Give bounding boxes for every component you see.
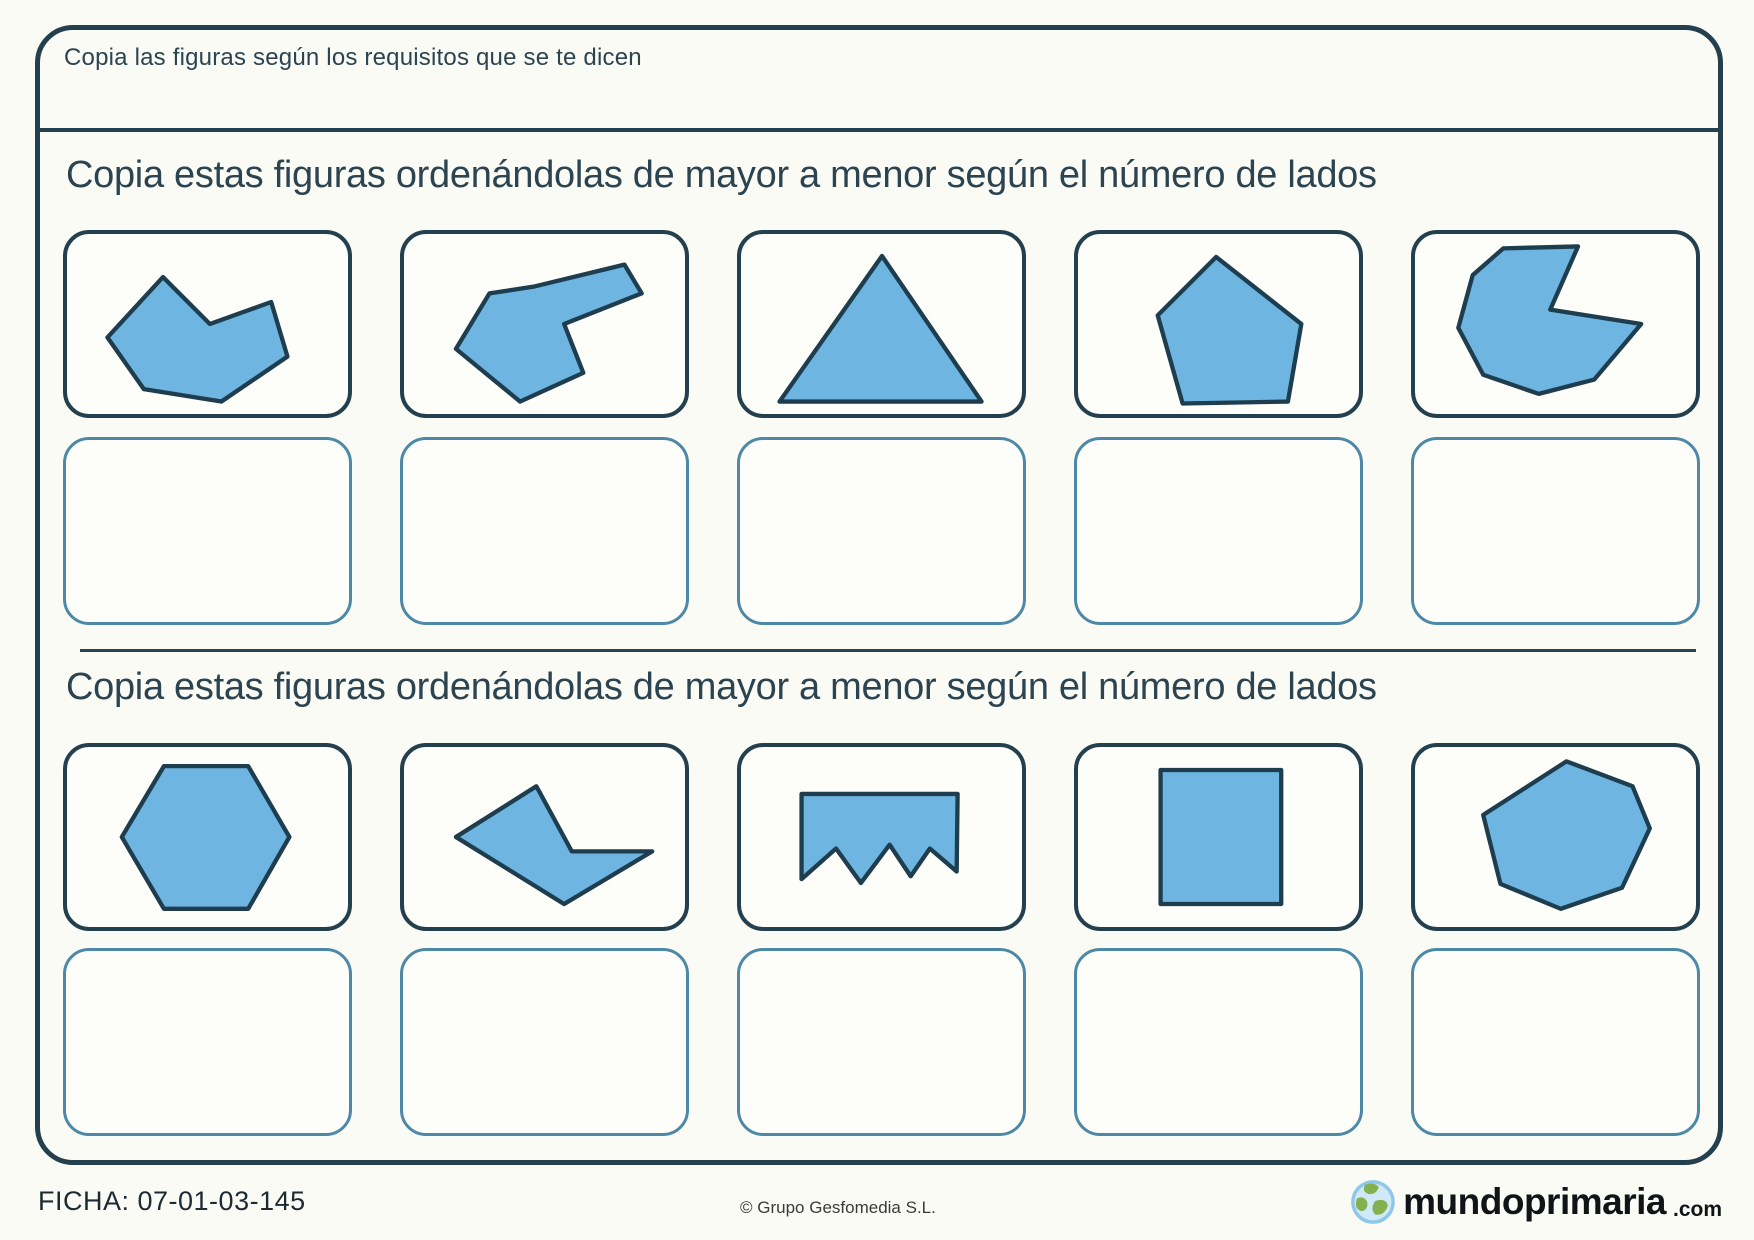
section-2-title: Copia estas figuras ordenándolas de mayor a menor según el número de lados — [66, 666, 1377, 708]
zigzag-banner — [802, 794, 958, 883]
empty-copy-box — [737, 437, 1026, 625]
left-arrow-polygon — [456, 265, 642, 402]
shape-box — [63, 230, 352, 418]
notched-octagon-shape — [1415, 234, 1696, 414]
section-1-title: Copia estas figuras ordenándolas de mayor a menor según el número de lados — [66, 154, 1377, 196]
empty-copy-box — [1411, 437, 1700, 625]
irregular-heptagon-shape — [67, 234, 348, 414]
logo-text: mundoprimaria — [1403, 1181, 1666, 1222]
heptagon — [1483, 761, 1650, 908]
empty-copy-box — [400, 437, 689, 625]
shape-box — [1411, 743, 1700, 931]
mundoprimaria-logo — [1350, 1174, 1722, 1230]
logo-tld: .com — [1672, 1198, 1722, 1221]
empty-copy-box — [63, 437, 352, 625]
empty-copy-box — [1074, 437, 1363, 625]
globe-icon — [1350, 1179, 1396, 1225]
empty-copy-box — [1074, 948, 1363, 1136]
shape-box — [63, 743, 352, 931]
header-instruction: Copia las figuras según los requisitos que se te dicen — [64, 44, 642, 71]
shape-box — [737, 743, 1026, 931]
square — [1161, 770, 1282, 904]
hexagon — [122, 766, 290, 909]
hexagon-shape — [67, 747, 348, 927]
shape-box — [1074, 743, 1363, 931]
empty-copy-box — [737, 948, 1026, 1136]
irregular-heptagon — [107, 277, 287, 401]
pentagon — [1158, 257, 1302, 403]
left-arrow-polygon-shape — [404, 234, 685, 414]
triangle — [780, 256, 982, 402]
empty-copy-box — [63, 948, 352, 1136]
empty-copy-box — [400, 948, 689, 1136]
shape-box — [400, 230, 689, 418]
copyright-text: © Grupo Gesfomedia S.L. — [740, 1198, 936, 1217]
square-shape — [1078, 747, 1359, 927]
shape-box — [1411, 230, 1700, 418]
shape-box — [737, 230, 1026, 418]
shape-box — [1074, 230, 1363, 418]
notched-octagon — [1458, 246, 1641, 393]
triangle-shape — [741, 234, 1022, 414]
pentagon-shape — [1078, 234, 1359, 414]
heptagon-shape — [1415, 747, 1696, 927]
empty-copy-box — [1411, 948, 1700, 1136]
zigzag-banner-shape — [741, 747, 1022, 927]
ficha-code: FICHA: 07-01-03-145 — [38, 1186, 306, 1216]
bent-arrow-polygon-shape — [404, 747, 685, 927]
header-divider — [37, 128, 1721, 132]
bent-arrow-polygon — [456, 786, 652, 904]
shape-box — [400, 743, 689, 931]
section-divider — [80, 649, 1696, 652]
